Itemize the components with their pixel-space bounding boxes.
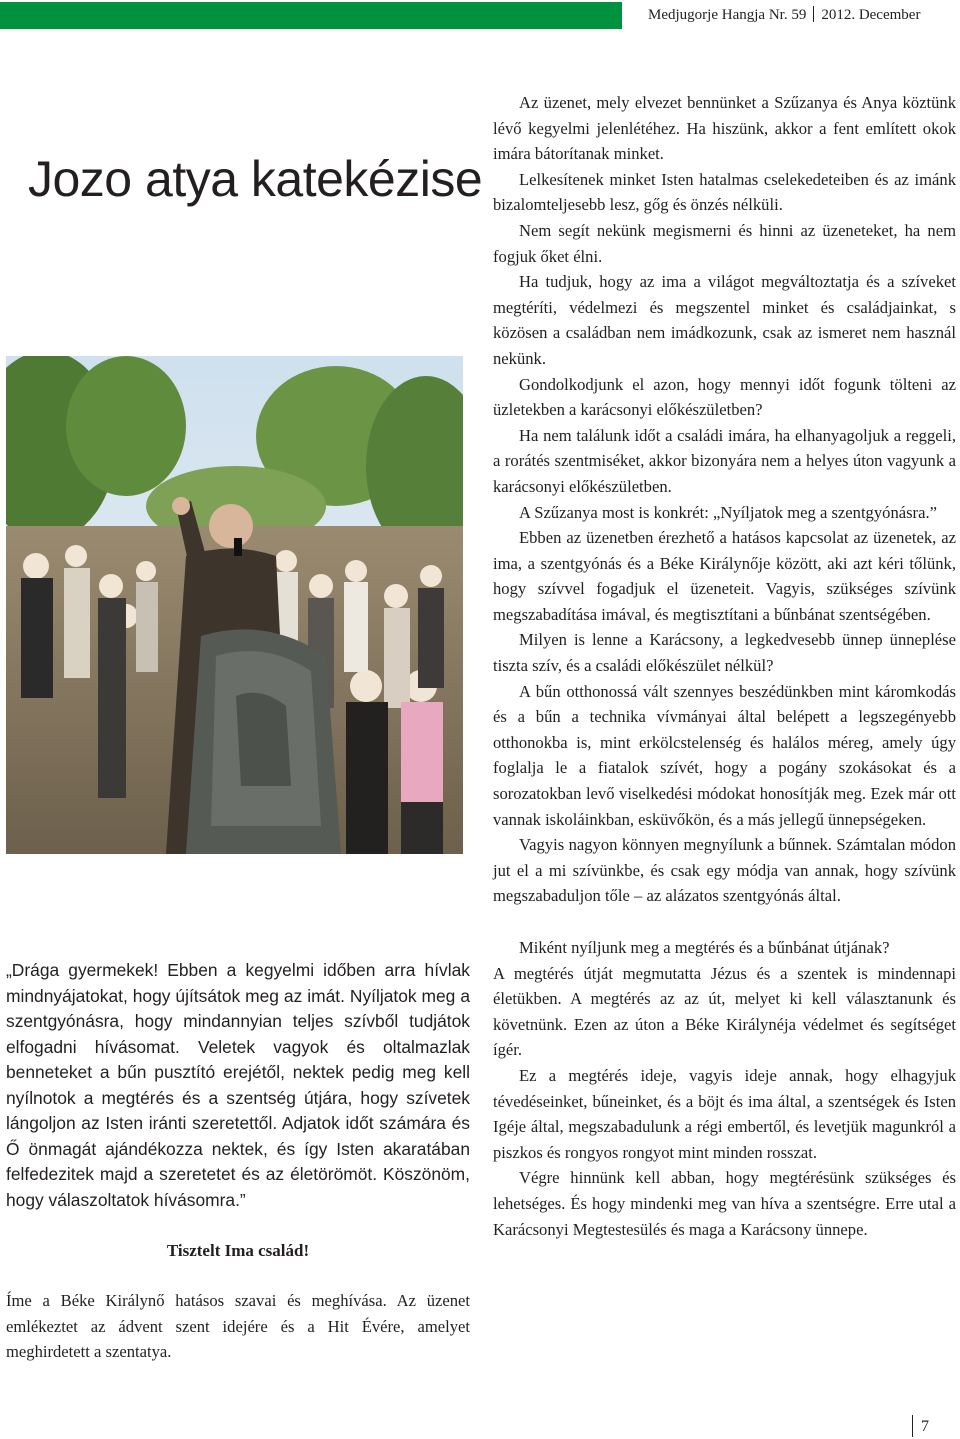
greeting-heading: Tisztelt Ima család! bbox=[166, 1241, 310, 1260]
magazine-name: Medjugorje Hangja bbox=[648, 7, 766, 23]
header-text bbox=[648, 6, 920, 24]
paragraph: A bűn otthonossá vált szennyes beszédünkben mint káromkodás és a bűn a technika vívmányai által belépett a legszegényebb otthonokba is, mint erkölcstelenség és halálos méreg, amely úgy foglalja le a fiatalok szívét, hogy a pogány szokásokat és a sorozatokban levő viselkedési módokat honosítják meg. Ezek már ott vannak iskoláinkban, esküvőkön, és a más jellegű ünnepségeken. bbox=[493, 681, 956, 829]
paragraph: Vagyis nagyon könnyen megnyílunk a bűnnek. Számtalan módon jut el a mi szívünkbe, és csak egy módja van annak, hogy szívünk megszabaduljon tőle – az alázatos szentgyónás által. bbox=[493, 835, 956, 906]
paragraph: Ez a megtérés ideje, vagyis ideje annak, hogy elhagyjuk tévedéseinket, bűneinket, és a böjt és ima által, a szentségek és Isten Igéje által, megszabadulunk a régi embertől, és levetjük magunkról a piszkos és rongyos rongyot mint minden rosszat. bbox=[493, 1065, 956, 1162]
intro-paragraph: Íme a Béke Királynő hatásos szavai és meghívása. Az üzenet emlékeztet az ádvent szent idejére és a Hit Évére, amelyet meghirdetett a szentatya. bbox=[6, 1291, 470, 1361]
paragraph: Milyen is lenne a Karácsony, a legkedvesebb ünnep ünneplése tiszta szív, és a családi előkészület nélkül? bbox=[493, 630, 956, 676]
issue-number: Nr. 59 bbox=[768, 7, 807, 23]
issue-date: 2012. December bbox=[821, 7, 921, 23]
page-number-divider bbox=[912, 1415, 913, 1437]
paragraph: Lelkesítenek minket Isten hatalmas cselekedeteiben és az imánk bizalomteljesebb lesz, gőg és önzés nélküli. bbox=[493, 169, 956, 215]
paragraph: Végre hinnünk kell abban, hogy megtérésünk szükséges és lehetséges. És hogy mindenki meg van híva a szentségre. Erre utal a Karácsonyi Megtestesülés és maga a Karácsony ünnepe. bbox=[493, 1168, 956, 1239]
paragraph: A Szűzanya most is konkrét: „Nyíljatok meg a szentgyónásra.” bbox=[519, 502, 937, 522]
paragraph: Ebben az üzenetben érezhető a hatásos kapcsolat az üzenetek, az ima, a szentgyónás és a Béke Királynője között, aki azt kéri tőlünk, hogy szívvel fogadjuk el üzeneteit. Vagyis, szükséges szívünk megszabadítása imával, és megtisztítani a bűnbánat szentségében. bbox=[493, 528, 956, 624]
section-subheading: Miként nyíljunk meg a megtérés és a bűnbánat útjának? bbox=[519, 938, 890, 957]
paragraph: Az üzenet, mely elvezet bennünket a Szűzanya és Anya köztünk lévő kegyelmi jelenlétéhez. Ha hiszünk, akkor a fent említett okok imára bátorítanak minket. bbox=[493, 93, 956, 164]
message-quote: „Drága gyermekek! Ebben a kegyelmi időben arra hívlak mindnyájatokat, hogy újítsátok meg az imát. Nyíljatok meg a szentgyónásra, hogy mindannyian teljes szívből tudjátok elfogadni hívásomat. Veletek vagyok és oltalmazlak benneteket a bűn pusztító erejétől, nektek pedig meg kell nyílnotok a megtérés és a szentség útjára, hogy szívetek lángoljon az Isten iránti szeretettől. Adjatok időt számára és Ő önmagát ajándékozza nektek, és így Isten akaratában felfedezitek majd a szeretetet és az életörömöt. Köszönöm, hogy válaszoltatok hívásomra.” bbox=[6, 960, 470, 1210]
paragraph: Ha tudjuk, hogy az ima a világot megváltoztatja és a szíveket megtéríti, védelmezi és megszentel minket és családjainkat, s közösen a családban nem imádkozunk, csak az ismeret nem használ nekünk. bbox=[493, 272, 956, 368]
header-divider bbox=[813, 6, 814, 22]
paragraph: Nem segít nekünk megismerni és hinni az üzeneteket, ha nem fogjuk őket élni. bbox=[493, 220, 956, 266]
paragraph: A megtérés útját megmutatta Jézus és a szentek is mindennapi életükben. A megtérés az az út, melyet ki kell választanunk és követnünk. Ezen az úton a Béke Királynéja védelmet és segítséget ígér. bbox=[493, 963, 956, 1060]
page-number: 7 bbox=[921, 1418, 929, 1435]
right-column bbox=[493, 90, 956, 1242]
header-accent-band bbox=[0, 2, 622, 29]
paragraph: Gondolkodjunk el azon, hogy mennyi időt fogunk tölteni az üzletekben a karácsonyi előkészületben? bbox=[493, 374, 956, 420]
photo-priest-crowd bbox=[6, 356, 463, 854]
page-title: Jozo atya katekézise bbox=[28, 151, 483, 207]
left-column bbox=[6, 958, 470, 1365]
header-bar bbox=[0, 0, 960, 32]
paragraph: Ha nem találunk időt a családi imára, ha elhanyagoljuk a reggeli, a rorátés szentmiséket, akkor bizonyára nem a helyes úton vagyunk a karácsonyi előkészületben. bbox=[493, 425, 956, 496]
